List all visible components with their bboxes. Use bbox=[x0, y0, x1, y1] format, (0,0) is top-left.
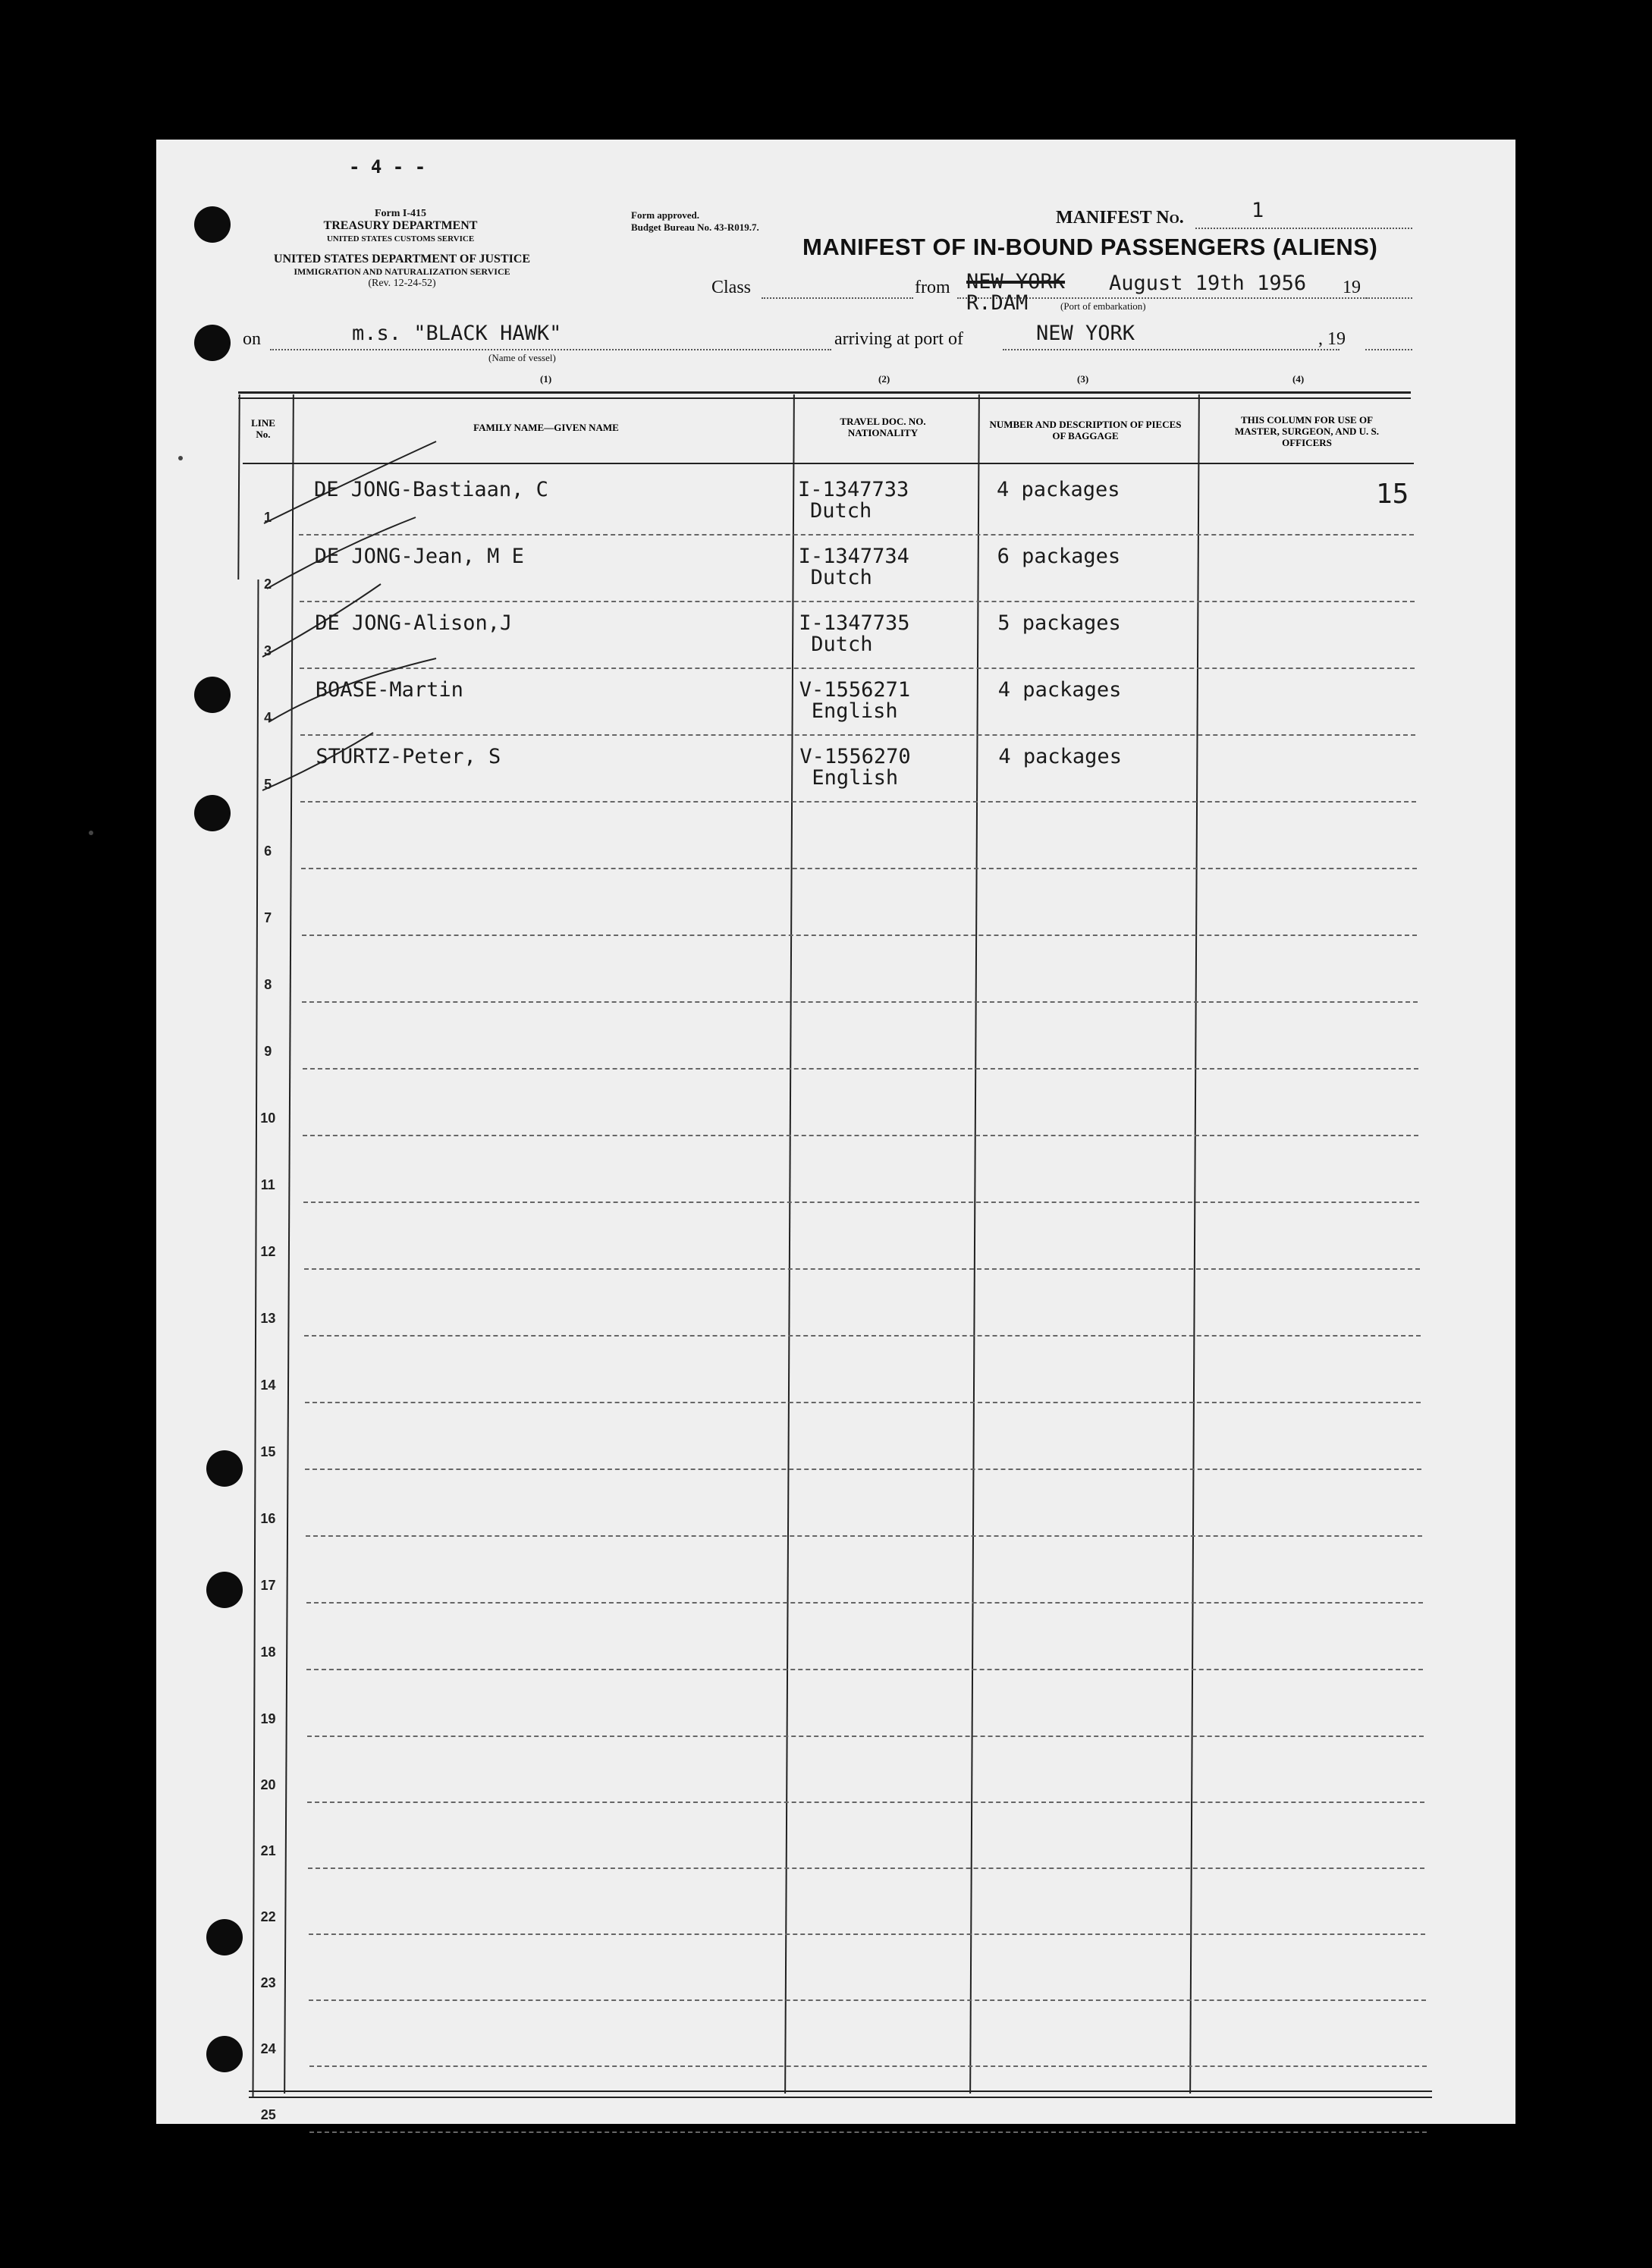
treasury-department: TREASURY DEPARTMENT bbox=[323, 219, 478, 232]
line-number: 20 bbox=[260, 1777, 276, 1792]
manifest-title: MANIFEST OF IN-BOUND PASSENGERS (ALIENS) bbox=[802, 234, 1378, 260]
column-number-4: (4) bbox=[1292, 373, 1305, 385]
header-family-name: FAMILY NAME—GIVEN NAME bbox=[473, 422, 619, 433]
department-of-justice: UNITED STATES DEPARTMENT OF JUSTICE bbox=[273, 253, 531, 265]
travel-doc-number: I-1347733 bbox=[798, 478, 909, 501]
line-number: 3 bbox=[264, 643, 272, 658]
vessel-caption: (Name of vessel) bbox=[488, 352, 556, 363]
travel-doc-number: I-1347734 bbox=[798, 545, 909, 568]
column-number-1: (1) bbox=[540, 373, 552, 385]
baggage-description: 6 packages bbox=[997, 545, 1121, 568]
port-caption: (Port of embarkation) bbox=[1060, 300, 1146, 312]
nationality: Dutch bbox=[811, 633, 873, 656]
header-travel-doc: TRAVEL DOC. NO. NATIONALITY bbox=[840, 416, 926, 438]
column-number-3: (3) bbox=[1077, 373, 1089, 385]
line-number: 23 bbox=[260, 1975, 276, 1990]
from-label: from bbox=[915, 278, 950, 297]
manifest-no-label: MANIFEST No. bbox=[1056, 208, 1184, 228]
line-number: 22 bbox=[260, 1909, 276, 1924]
line-number: 8 bbox=[264, 977, 272, 992]
on-label: on bbox=[243, 329, 261, 349]
passenger-name: STURTZ-Peter, S bbox=[316, 745, 501, 768]
manifest-date: August 19th 1956 bbox=[1109, 272, 1307, 295]
class-label: Class bbox=[711, 278, 752, 297]
line-number: 5 bbox=[264, 777, 272, 792]
arrival-port: NEW YORK bbox=[1036, 322, 1135, 345]
vessel-name: m.s. "BLACK HAWK" bbox=[352, 322, 562, 345]
header-officers: THIS COLUMN FOR USE OF MASTER, SURGEON, AND U. S. OFFICERS bbox=[1235, 414, 1379, 448]
line-number: 6 bbox=[264, 843, 272, 859]
baggage-description: 4 packages bbox=[997, 478, 1120, 501]
baggage-description: 4 packages bbox=[998, 745, 1122, 768]
top-scribble: - 4 - - bbox=[349, 156, 426, 177]
line-number: 1 bbox=[263, 510, 272, 525]
officer-note: 15 bbox=[1376, 479, 1409, 510]
nationality: Dutch bbox=[810, 499, 872, 523]
line-number: 21 bbox=[260, 1843, 276, 1858]
arriving-label: arriving at port of bbox=[834, 329, 963, 349]
arriving-year-suffix: , 19 bbox=[1318, 329, 1346, 349]
line-number: 4 bbox=[264, 710, 272, 725]
nationality: English bbox=[811, 699, 898, 723]
line-number: 7 bbox=[264, 910, 272, 925]
from-port-struck: NEW YORK bbox=[966, 270, 1066, 294]
baggage-description: 5 packages bbox=[997, 611, 1121, 635]
passenger-name: BOASE-Martin bbox=[315, 678, 463, 702]
nationality: Dutch bbox=[810, 566, 872, 589]
line-number: 2 bbox=[264, 576, 272, 592]
ins-service: IMMIGRATION AND NATURALIZATION SERVICE bbox=[294, 266, 510, 277]
baggage-description: 4 packages bbox=[997, 678, 1122, 702]
line-number: 11 bbox=[260, 1177, 275, 1192]
line-number: 13 bbox=[260, 1311, 276, 1326]
header-line-no: LINE No. bbox=[251, 417, 275, 440]
form-revision: (Rev. 12-24-52) bbox=[368, 278, 436, 289]
form-approved: Form approved. bbox=[631, 209, 700, 221]
travel-doc-number: V-1556270 bbox=[799, 745, 911, 768]
passenger-name: DE JONG-Jean, M E bbox=[314, 545, 524, 568]
line-number: 16 bbox=[260, 1511, 276, 1526]
line-number: 19 bbox=[260, 1711, 276, 1726]
passenger-name: DE JONG-Bastiaan, C bbox=[314, 478, 548, 501]
line-number: 25 bbox=[260, 2107, 276, 2122]
customs-service: UNITED STATES CUSTOMS SERVICE bbox=[326, 234, 475, 243]
line-number: 10 bbox=[260, 1110, 276, 1126]
line-number: 15 bbox=[260, 1444, 276, 1459]
nationality: English bbox=[812, 766, 899, 790]
header-baggage: NUMBER AND DESCRIPTION OF PIECES OF BAGGAGE bbox=[989, 419, 1182, 441]
budget-bureau: Budget Bureau No. 43-R019.7. bbox=[631, 221, 759, 233]
travel-doc-number: V-1556271 bbox=[799, 678, 911, 702]
line-number: 14 bbox=[260, 1377, 276, 1393]
port-of-embarkation: R.DAM bbox=[966, 291, 1029, 315]
passenger-name: DE JONG-Alison,J bbox=[315, 611, 513, 635]
travel-doc-number: I-1347735 bbox=[799, 611, 910, 635]
manifest-no-value: 1 bbox=[1252, 199, 1264, 222]
column-number-2: (2) bbox=[878, 373, 890, 385]
form-number: Form I-415 bbox=[374, 208, 427, 219]
line-number: 12 bbox=[260, 1244, 276, 1259]
line-number: 9 bbox=[264, 1044, 272, 1059]
line-number: 18 bbox=[260, 1644, 276, 1660]
line-number: 17 bbox=[260, 1578, 276, 1593]
year-suffix: 19 bbox=[1343, 278, 1361, 297]
line-number: 24 bbox=[260, 2041, 276, 2056]
